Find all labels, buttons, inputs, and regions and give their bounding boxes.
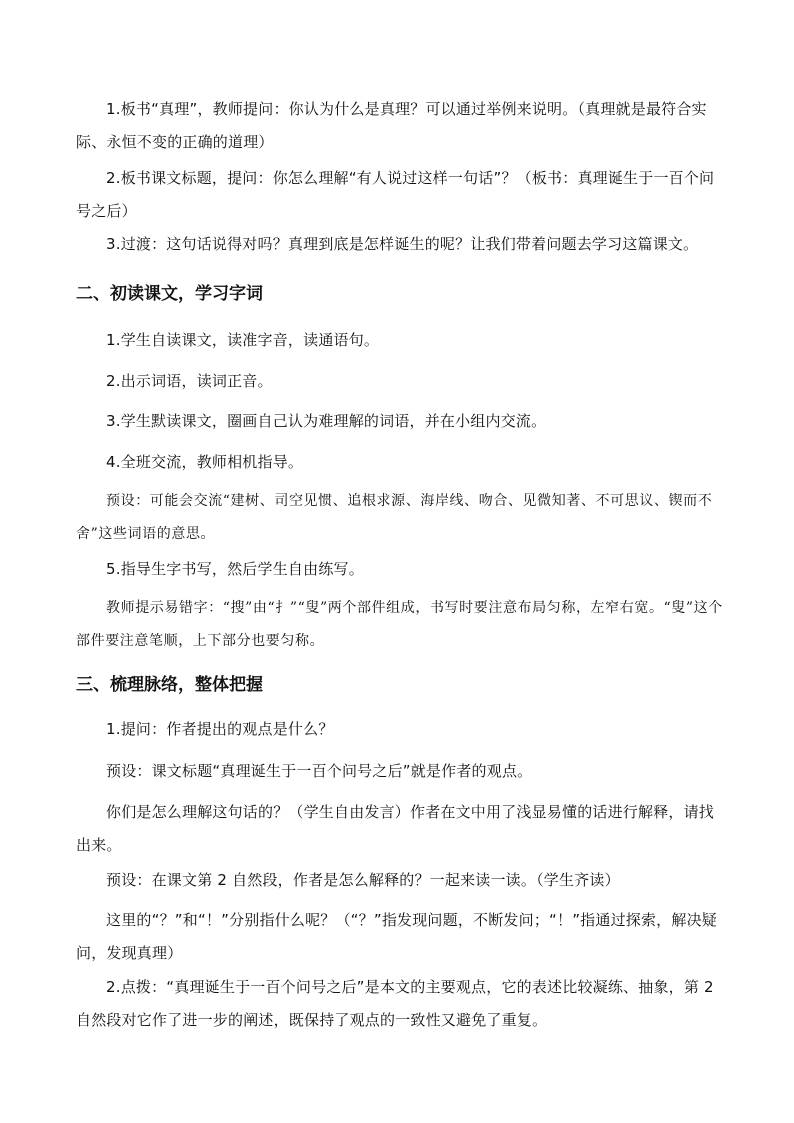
paragraph-writing-guidance: 5.指导生字书写，然后学生自由练写。 [106, 560, 364, 578]
paragraph-teacher-hint: 教师提示易错字：“搜”由“扌”“叟”两个部件组成，书写时要注意布局匀称，左窄右宽。“叟”这个部件要注意笔顺，上下部分也要匀称。 [76, 600, 723, 649]
paragraph-board-truth: 1.板书“真理”，教师提问：你认为什么是真理？可以通过举例来说明。（真理就是最符合实际、永恒不变的正确的道理） [76, 100, 707, 151]
paragraph-board-title: 2.板书课文标题，提问：你怎么理解“有人说过这样一句话”？（板书：真理诞生于一百个问号之后） [76, 169, 715, 220]
paragraph-preset-second: 预设：在课文第 2 自然段，作者是怎么解释的？一起来读一读。（学生齐读） [106, 871, 620, 889]
paragraph-preset-vocabulary: 预设：可能会交流“建树、司空见惯、追根求源、海岸线、吻合、见微知著、不可思议、锲而不舍”这些词语的意思。 [76, 493, 713, 542]
paragraph-point-out: 2.点拨：“真理诞生于一百个问号之后”是本文的主要观点，它的表述比较凝练、抽象，第 2 自然段对它作了进一步的阐述，既保持了观点的一致性又避免了重复。 [76, 978, 714, 1029]
paragraph-preset-title: 预设：课文标题“真理诞生于一百个问号之后”就是作者的观点。 [106, 762, 533, 780]
section-heading-structure: 三、梳理脉络，整体把握 [76, 675, 263, 695]
paragraph-self-read: 1.学生自读课文，读准字音，读通语句。 [106, 331, 380, 349]
paragraph-transition: 3.过渡：这句话说得对吗？真理到底是怎样诞生的呢？让我们带着问题去学习这篇课文。 [106, 235, 699, 253]
paragraph-understanding: 你们是怎么理解这句话的？（学生自由发言）作者在文中用了浅显易懂的话进行解释，请找出来。 [76, 803, 715, 854]
paragraph-silent-read: 3.学生默读课文，圈画自己认为难理解的词语，并在小组内交流。 [106, 412, 547, 430]
paragraph-symbols: 这里的“？”和“！”分别指什么呢？（“？”指发现问题，不断发问；“！”指通过探索，解决疑问，发现真理） [76, 911, 717, 962]
paragraph-class-exchange: 4.全班交流，教师相机指导。 [106, 453, 304, 471]
paragraph-show-words: 2.出示词语，读词正音。 [106, 372, 273, 390]
paragraph-question-viewpoint: 1.提问：作者提出的观点是什么？ [106, 720, 334, 738]
section-heading-first-reading: 二、初读课文，学习字词 [76, 284, 263, 304]
